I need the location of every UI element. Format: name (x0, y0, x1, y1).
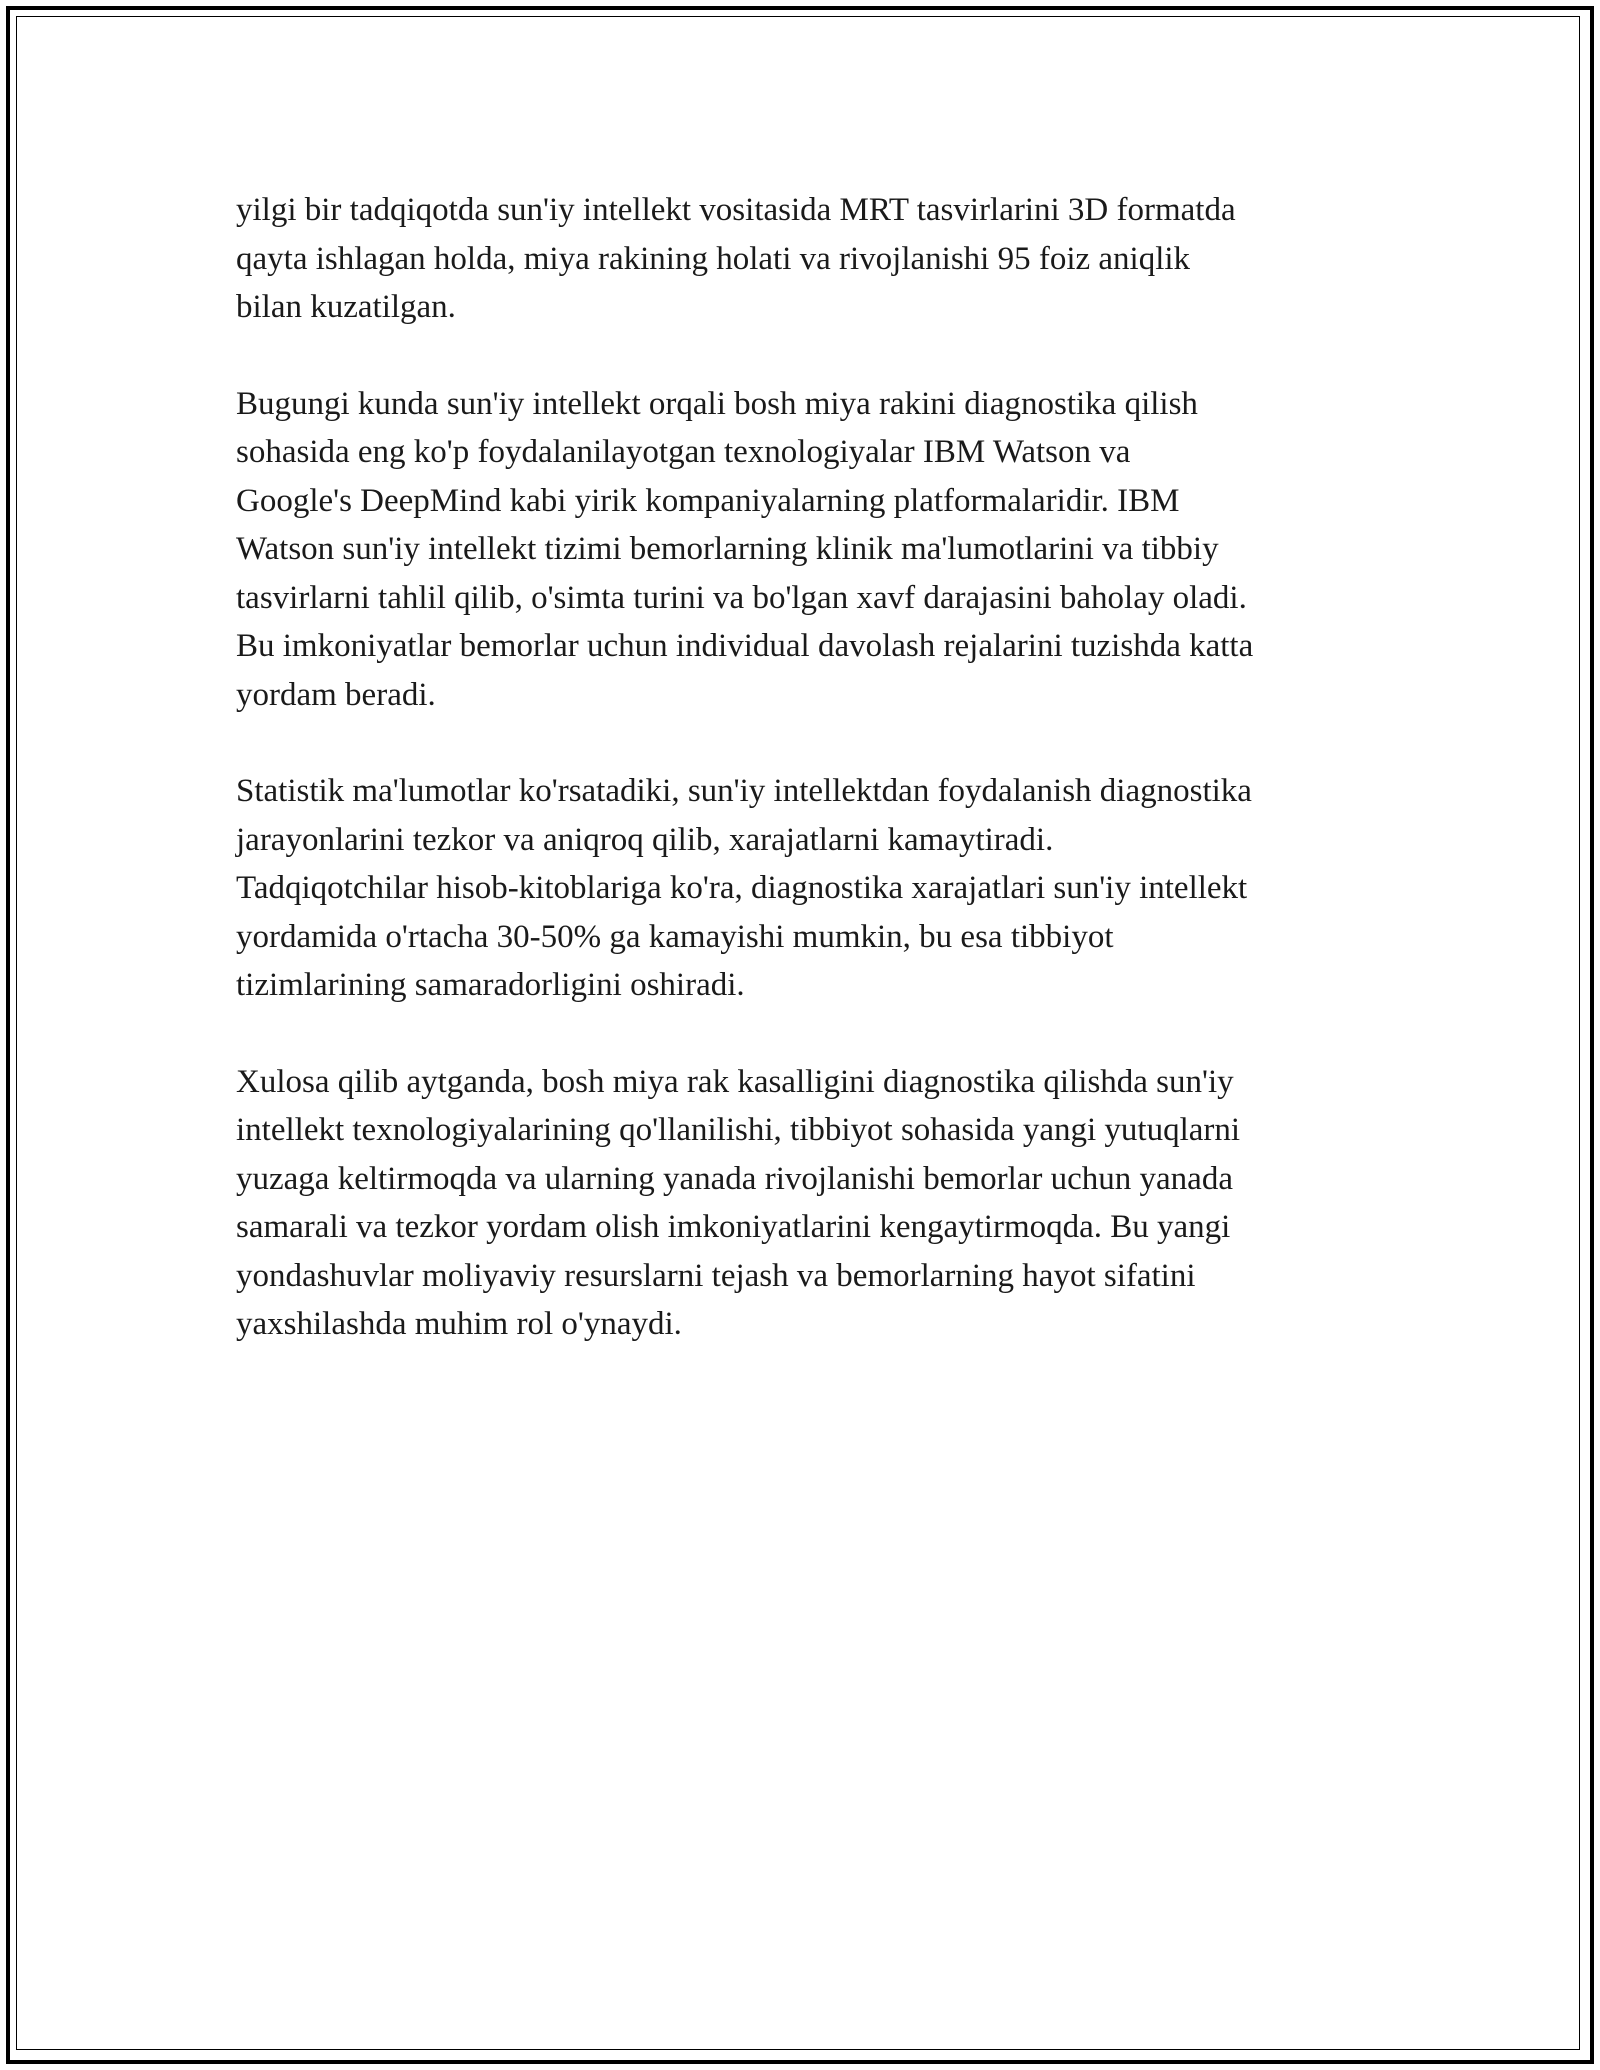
document-body (236, 186, 1376, 1397)
paragraph-3: Statistik ma'lumotlar ko'rsatadiki, sun'iy intellektdan foydalanish diagnostika jarayonlarini tezkor va aniqroq qilib, xarajatlarni kamaytiradi. Tadqiqotchilar hisob-kitoblariga ko'ra, diagnostika xarajatlari sun'iy intellekt yordamida o'rtacha 30-50% ga kamayishi mumkin, bu esa tibbiyot tizimlarining samaradorligini oshiradi. (236, 773, 1252, 1003)
paragraph-2: Bugungi kunda sun'iy intellekt orqali bosh miya rakini diagnostika qilish sohasida eng ko'p foydalanilayotgan texnologiyalar IBM Watson va Google's DeepMind kabi yirik kompaniyalarning platformalaridir. IBM Watson sun'iy intellekt tizimi bemorlarning klinik ma'lumotlarini va tibbiy tasvirlarni tahlil qilib, o'simta turini va bo'lgan xavf darajasini baholay oladi. Bu imkoniyatlar bemorlar uchun individual davolash rejalarini tuzishda katta yordam beradi. (236, 385, 1254, 713)
paragraph-4: Xulosa qilib aytganda, bosh miya rak kasalligini diagnostika qilishda sun'iy intellekt texnologiyalarining qo'llanilishi, tibbiyot sohasida yangi yutuqlarni yuzaga keltirmoqda va ularning yanada rivojlanishi bemorlar uchun yanada samarali va tezkor yordam olish imkoniyatlarini kengaytirmoqda. Bu yangi yondashuvlar moliyaviy resurslarni tejash va bemorlarning hayot sifatini yaxshilashda muhim rol o'ynaydi. (236, 1063, 1241, 1342)
paragraph-1: yilgi bir tadqiqotda sun'iy intellekt vositasida MRT tasvirlarini 3D formatda qayta ishlagan holda, miya rakining holati va rivojlanishi 95 foiz aniqlik bilan kuzatilgan. (236, 192, 1236, 325)
